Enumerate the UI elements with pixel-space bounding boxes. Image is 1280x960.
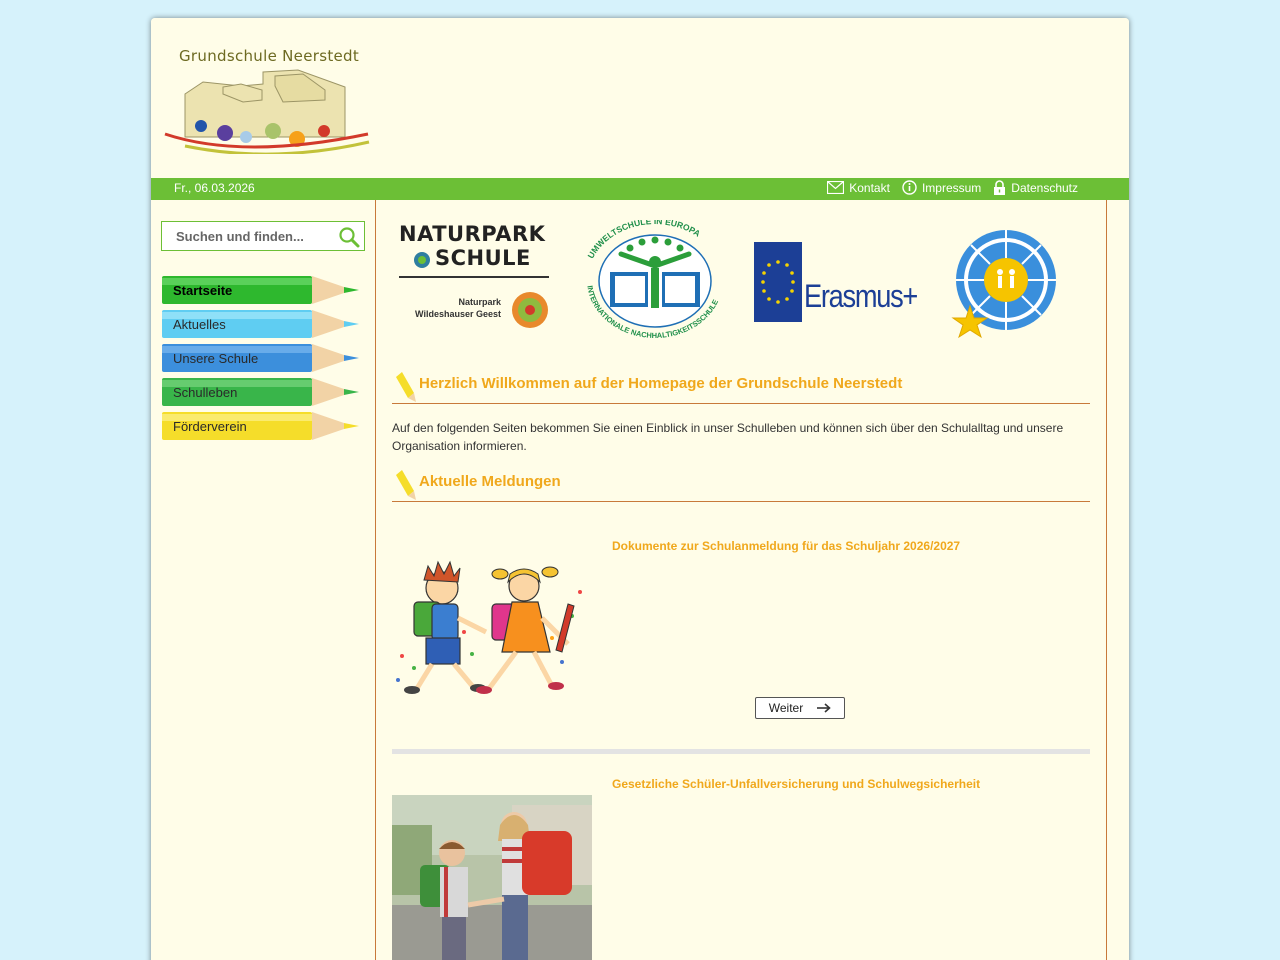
page xyxy=(151,18,1129,960)
nav-item-foerderverein[interactable] xyxy=(162,411,359,441)
nav-item-unsere-schule[interactable] xyxy=(162,343,359,373)
umweltschule-emblem-icon xyxy=(575,220,735,340)
naturpark-line1: NATURPARK xyxy=(399,222,546,246)
top-bar xyxy=(151,178,1129,200)
info-icon xyxy=(902,180,917,195)
sidebar xyxy=(151,200,376,960)
partner-badges xyxy=(392,222,1090,347)
news-item xyxy=(392,530,1090,720)
nav-item-aktuelles[interactable] xyxy=(162,309,359,339)
main-navigation xyxy=(162,275,359,445)
datenschutz-label: Datenschutz xyxy=(1011,180,1078,195)
impressum-label: Impressum xyxy=(921,180,982,195)
top-links xyxy=(827,180,1078,195)
nav-label-foerderverein: Förderverein xyxy=(173,419,247,434)
nav-label-unsere-schule: Unsere Schule xyxy=(173,351,259,366)
weiter-label: Weiter xyxy=(768,701,804,715)
nav-label-aktuelles: Aktuelles xyxy=(173,317,226,332)
lock-icon xyxy=(993,180,1006,195)
children-walking-photo[interactable] xyxy=(392,795,592,960)
left-divider xyxy=(375,200,376,960)
nav-label-startseite: Startseite xyxy=(173,283,233,298)
naturpark-dot-icon xyxy=(412,250,432,270)
welcome-title: Herzlich Willkommen auf der Homepage der Grundschule Neerstedt xyxy=(419,375,903,392)
logo-title: Grundschule Neerstedt xyxy=(179,47,360,65)
datenschutz-link[interactable] xyxy=(993,180,1078,195)
naturpark-sub1: Naturpark xyxy=(458,297,501,307)
umweltschule-badge[interactable] xyxy=(575,220,735,340)
news-title: Aktuelle Meldungen xyxy=(419,473,561,490)
welcome-text: Auf den folgenden Seiten bekommen Sie einen Einblick in unser Schulleben und können sich über den Schulalltag und unsere Organisation informieren. xyxy=(392,421,1064,453)
nav-label-schulleben: Schulleben xyxy=(173,385,238,400)
erasmus-label: Erasmus+ xyxy=(804,278,917,314)
search-input[interactable] xyxy=(162,222,332,250)
sport-emblem-icon xyxy=(950,224,1070,344)
naturpark-schule-badge[interactable] xyxy=(397,222,557,332)
search-box xyxy=(161,221,365,251)
welcome-heading xyxy=(392,368,1090,404)
impressum-link[interactable] xyxy=(902,180,981,195)
arrow-right-icon xyxy=(817,703,831,713)
nav-item-startseite[interactable] xyxy=(162,275,359,305)
naturpark-emblem-icon xyxy=(511,291,549,329)
news-separator xyxy=(392,749,1090,754)
umwelt-arc-top: UMWELTSCHULE IN EUROPA xyxy=(585,220,703,261)
eu-flag-icon xyxy=(754,242,802,322)
kontakt-label: Kontakt xyxy=(849,180,890,195)
umwelt-arc-bottom: INTERNATIONALE NACHHALTIGKEITSSCHULE xyxy=(585,284,721,340)
weiter-button[interactable] xyxy=(755,697,845,719)
children-with-backpacks-image[interactable] xyxy=(392,558,592,696)
current-date: Fr., 06.03.2026 xyxy=(174,181,255,195)
header xyxy=(151,18,1129,178)
erasmus-badge[interactable] xyxy=(754,242,917,324)
news-heading xyxy=(392,466,1090,502)
news-item xyxy=(392,768,1090,960)
naturpark-line2: SCHULE xyxy=(435,246,531,270)
envelope-icon xyxy=(827,181,844,194)
right-divider xyxy=(1106,200,1107,960)
yellow-pencil-icon xyxy=(394,371,418,403)
sportfreundliche-schule-badge[interactable] xyxy=(950,224,1070,344)
kontakt-link[interactable] xyxy=(827,180,890,195)
school-logo[interactable] xyxy=(163,42,373,154)
nav-item-schulleben[interactable] xyxy=(162,377,359,407)
search-icon[interactable] xyxy=(338,226,360,248)
news-item-title[interactable]: Gesetzliche Schüler-Unfallversicherung und Schulwegsicherheit xyxy=(612,777,981,791)
naturpark-rule xyxy=(399,276,549,278)
news-item-title[interactable]: Dokumente zur Schulanmeldung für das Schuljahr 2026/2027 xyxy=(612,539,961,553)
yellow-pencil-icon xyxy=(394,469,418,501)
naturpark-sub2: Wildeshauser Geest xyxy=(415,309,501,319)
